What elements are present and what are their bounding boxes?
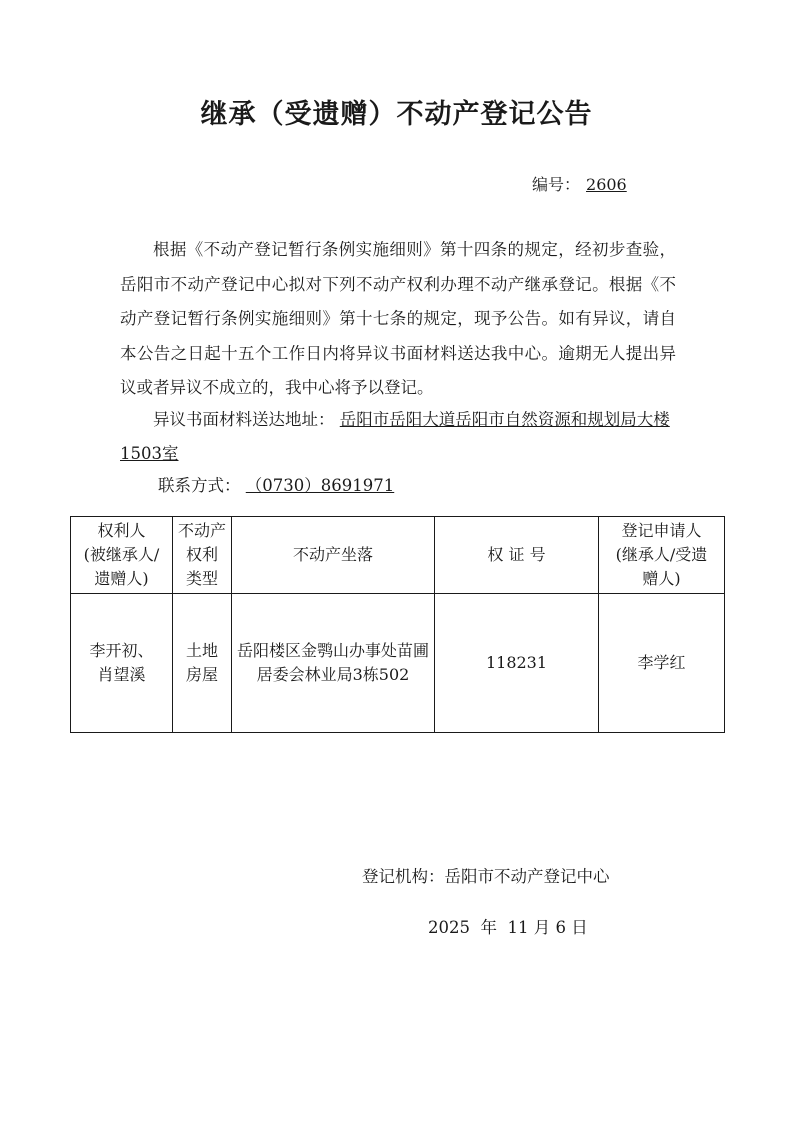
header-property-type-line: 类型	[185, 569, 218, 588]
contact-value: （0730）8691971	[245, 476, 395, 495]
header-applicant-line: 登记申请人	[621, 521, 702, 540]
document-number	[532, 172, 627, 195]
right-holder-line: 李开初、	[89, 641, 154, 660]
registration-authority-value: 岳阳市不动产登记中心	[444, 867, 610, 886]
cell-applicant: 李学红	[599, 594, 725, 733]
contact-info	[158, 472, 394, 496]
notice-body: 根据《不动产登记暂行条例实施细则》第十四条的规定，经初步查验，岳阳市不动产登记中心拟对下列不动产权利办理不动产继承登记。根据《不动产登记暂行条例实施细则》第十七条的规定，现予公告。如有异议，请自本公告之日起十五个工作日内将异议书面材料送达我中心。逾期无人提出异议或者异议不成立的，我中心将予以登记。	[120, 240, 676, 397]
table-header-row	[71, 517, 725, 594]
registration-table	[70, 516, 725, 733]
header-right-holder-line: (被继承人/	[83, 545, 160, 564]
header-certificate-no: 权 证 号	[435, 517, 599, 594]
header-applicant-line: (继承人/受遗	[615, 545, 708, 564]
notice-date: 2025 年 11 月 6 日	[428, 918, 588, 937]
objection-address-label: 异议书面材料送达地址：	[153, 410, 335, 429]
header-property-type	[173, 517, 232, 594]
notice-title: 继承（受遗赠）不动产登记公告	[200, 99, 593, 130]
document-number-value: 2606	[586, 175, 627, 194]
contact-label: 联系方式：	[158, 476, 241, 495]
header-property-type-line: 不动产	[177, 521, 226, 540]
header-right-holder-line: 权利人	[97, 521, 146, 540]
table-row	[71, 594, 725, 733]
header-location: 不动产坐落	[232, 517, 435, 594]
registration-authority-label: 登记机构：	[362, 867, 445, 886]
cell-location: 岳阳楼区金鹗山办事处苗圃居委会林业局3栋502	[232, 594, 435, 733]
property-type-line: 土地	[185, 641, 218, 660]
header-right-holder	[71, 517, 173, 594]
header-property-type-line: 权利	[185, 545, 218, 564]
header-right-holder-line: 遗赠人)	[94, 569, 149, 588]
cell-right-holder	[71, 594, 173, 733]
objection-address	[120, 403, 676, 471]
right-holder-line: 肖望溪	[97, 665, 146, 684]
document-number-label: 编号：	[532, 175, 581, 194]
property-type-line: 房屋	[185, 665, 218, 684]
header-applicant	[599, 517, 725, 594]
header-applicant-line: 赠人)	[642, 569, 681, 588]
objection-address-value: 岳阳市岳阳大道岳阳市自然资源和规划局大楼1503室	[120, 410, 670, 463]
registration-authority	[362, 863, 610, 887]
cell-property-type	[173, 594, 232, 733]
cell-certificate-no: 118231	[435, 594, 599, 733]
